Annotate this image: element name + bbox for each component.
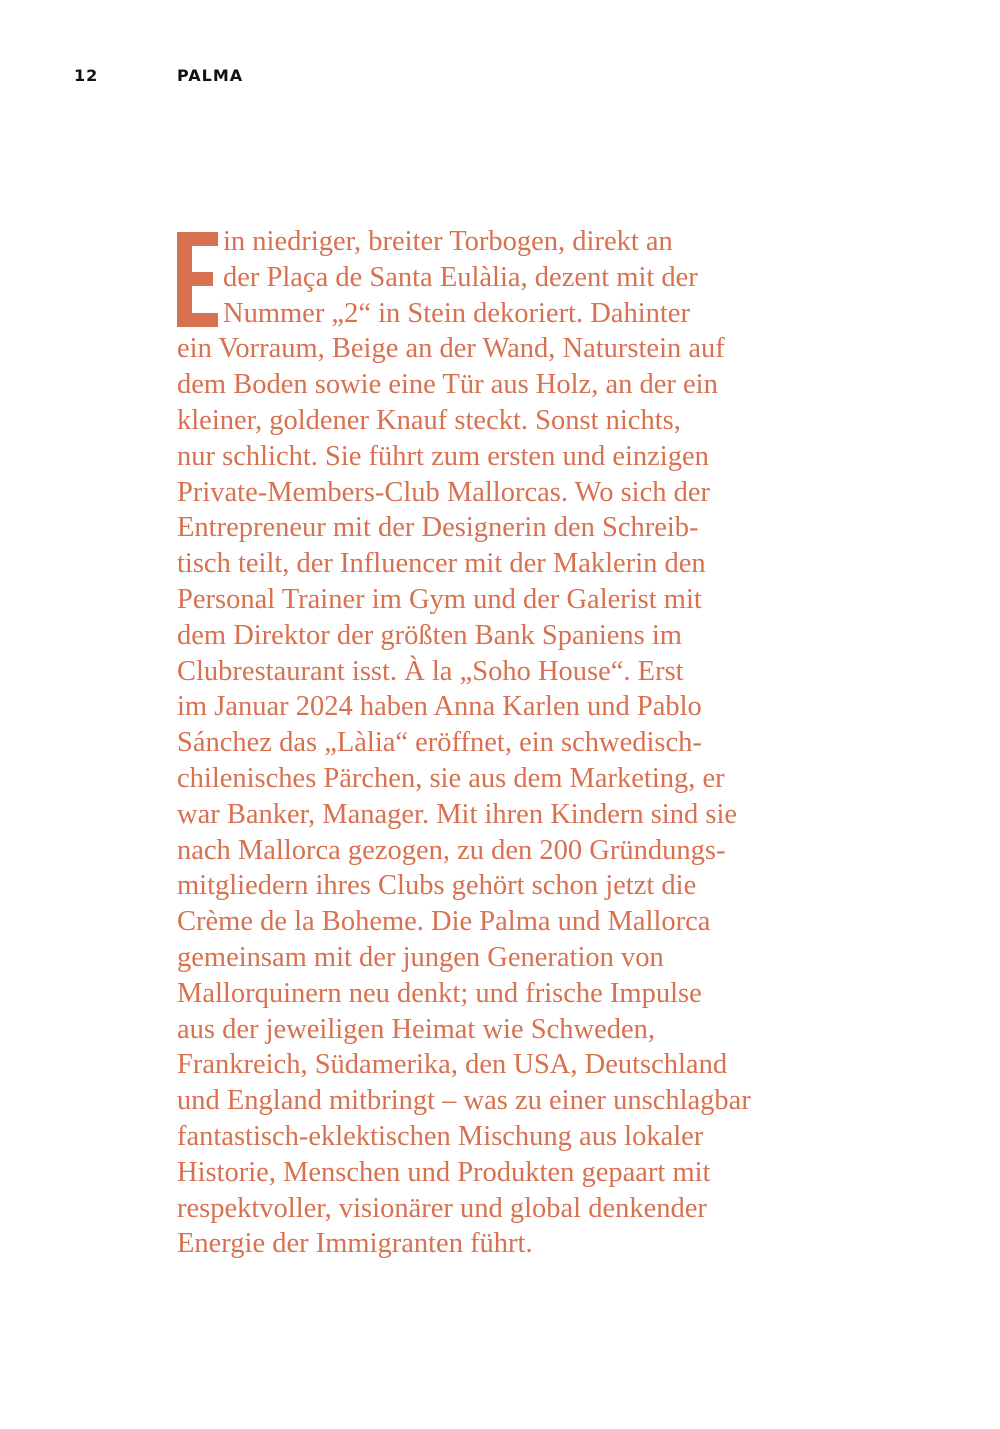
article-line: Energie der Immigranten führt. bbox=[177, 1228, 533, 1260]
article-line: Entrepreneur mit der Designerin den Schreib- bbox=[177, 512, 699, 544]
article-line: und England mitbringt – was zu einer unschlagbar bbox=[177, 1085, 751, 1117]
article-line: kleiner, goldener Knauf steckt. Sonst nichts, bbox=[177, 404, 681, 436]
article-line: chilenisches Pärchen, sie aus dem Marketing, er bbox=[177, 762, 725, 794]
article-line: Personal Trainer im Gym und der Galerist mit bbox=[177, 583, 702, 615]
article-line: gemeinsam mit der jungen Generation von bbox=[177, 941, 664, 973]
article-line: Clubrestaurant isst. À la „Soho House“. Erst bbox=[177, 655, 684, 687]
running-head bbox=[0, 66, 1000, 90]
article-line: nur schlicht. Sie führt zum ersten und einzigen bbox=[177, 440, 709, 472]
article-line: Private-Members-Club Mallorcas. Wo sich der bbox=[177, 476, 711, 508]
article-line: fantastisch-eklektischen Mischung aus lokaler bbox=[177, 1120, 704, 1152]
article-line: dem Direktor der größten Bank Spaniens im bbox=[177, 619, 682, 651]
article-line: dem Boden sowie eine Tür aus Holz, an der ein bbox=[177, 369, 718, 401]
article-line: im Januar 2024 haben Anna Karlen und Pablo bbox=[177, 691, 702, 723]
article-line: nach Mallorca gezogen, zu den 200 Gründungs- bbox=[177, 834, 726, 866]
article-line: Nummer „2“ in Stein dekoriert. Dahinter bbox=[223, 297, 690, 329]
article-line: Frankreich, Südamerika, den USA, Deutschland bbox=[177, 1049, 728, 1081]
article-line: Historie, Menschen und Produkten gepaart mit bbox=[177, 1156, 711, 1188]
article-line: aus der jeweiligen Heimat wie Schweden, bbox=[177, 1013, 656, 1045]
article-line: war Banker, Manager. Mit ihren Kindern sind sie bbox=[177, 798, 738, 830]
drop-cap bbox=[177, 232, 218, 327]
article-line: in niedriger, breiter Torbogen, direkt an bbox=[223, 226, 673, 257]
article-line: mitgliedern ihres Clubs gehört schon jetzt die bbox=[177, 870, 697, 902]
article-body bbox=[177, 224, 837, 1262]
page-number: 12 bbox=[74, 66, 99, 85]
section-title: PALMA bbox=[177, 66, 244, 85]
article-line: Crème de la Boheme. Die Palma und Mallorca bbox=[177, 906, 711, 938]
article-line: Mallorquinern neu denkt; und frische Impulse bbox=[177, 977, 702, 1009]
article-line: ein Vorraum, Beige an der Wand, Naturstein auf bbox=[177, 333, 725, 365]
article-line: der Plaça de Santa Eulàlia, dezent mit der bbox=[223, 261, 698, 293]
article-line: respektvoller, visionärer und global denkender bbox=[177, 1192, 707, 1224]
article-line: Sánchez das „Làlia“ eröffnet, ein schwedisch- bbox=[177, 727, 702, 759]
article-line: tisch teilt, der Influencer mit der Maklerin den bbox=[177, 548, 706, 580]
